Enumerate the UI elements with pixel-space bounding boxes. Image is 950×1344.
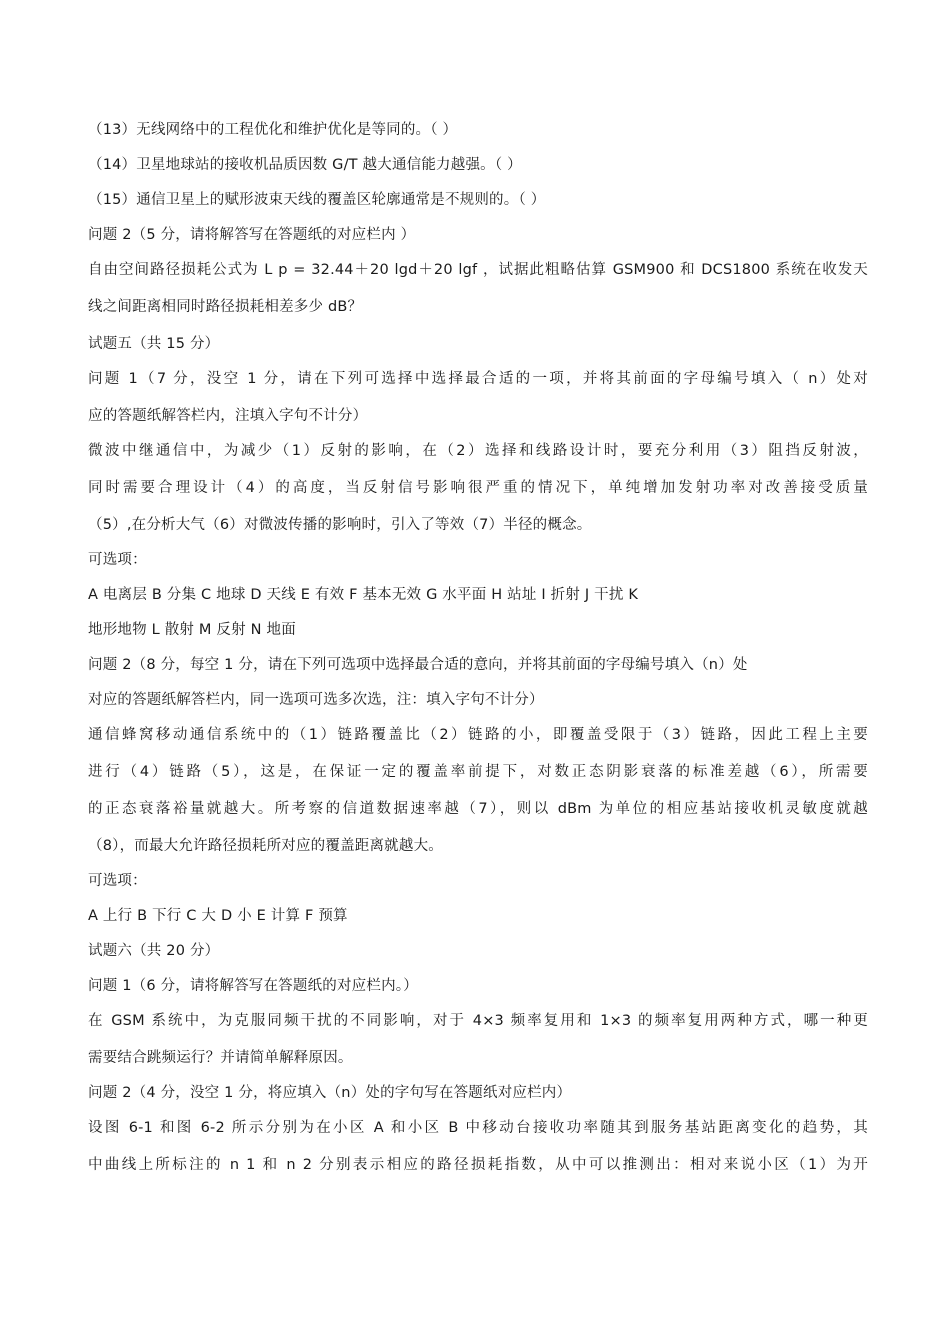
document-page xyxy=(88,120,868,1175)
options-list-2: A 上行 B 下行 C 大 D 小 E 计算 F 预算 xyxy=(88,908,348,924)
options-list-line-2: 地形地物 L 散射 M 反射 N 地面 xyxy=(88,622,296,638)
section-5-q1-instruction-cont: 应的答题纸解答栏内，注填入字句不计分） xyxy=(88,408,368,424)
cellular-paragraph-line-3: 的正态衰落裕量就越大。所考察的信道数据速率越（7），则以 dBm 为单位的相应基站接收机灵敏度就越 xyxy=(88,801,868,817)
microwave-paragraph-line-2: 同时需要合理设计（4）的高度，当反射信号影响很严重的情况下，单纯增加发射功率对改善接受质量 xyxy=(88,480,868,496)
gsm-question-line-2: 需要结合跳频运行？并请简单解释原因。 xyxy=(88,1050,353,1066)
figure-paragraph-line-1: 设图 6-1 和图 6-2 所示分别为在小区 A 和小区 B 中移动台接收功率随其到服务基站距离变化的趋势，其 xyxy=(88,1120,868,1136)
q14-true-false: （14）卫星地球站的接收机品质因数 G/T 越大通信能力越强。（ ） xyxy=(88,157,522,173)
microwave-paragraph-line-1: 微波中继通信中，为减少（1）反射的影响，在（2）选择和线路设计时，要充分利用（3）阻挡反射波， xyxy=(88,443,868,459)
q15-true-false: （15）通信卫星上的赋形波束天线的覆盖区轮廓通常是不规则的。（ ） xyxy=(88,192,546,208)
cellular-paragraph-line-1: 通信蜂窝移动通信系统中的（1）链路覆盖比（2）链路的小，即覆盖受限于（3）链路，因此工程上主要 xyxy=(88,727,868,743)
microwave-paragraph-line-3: （5）,在分析大气（6）对微波传播的影响时，引入了等效（7）半径的概念。 xyxy=(88,517,592,533)
section-5-q2-instruction: 问题 2（8 分，每空 1 分，请在下列可选项中选择最合适的意向，并将其前面的字母编号填入（n）处 xyxy=(88,657,748,673)
section-6-heading: 试题六（共 20 分） xyxy=(88,943,220,959)
figure-paragraph-line-2: 中曲线上所标注的 n 1 和 n 2 分别表示相应的路径损耗指数，从中可以推测出：相对来说小区（1）为开 xyxy=(88,1157,868,1173)
section-5-q2-instruction-cont: 对应的答题纸解答栏内，同一选项可选多次选，注：填入字句不计分） xyxy=(88,692,544,708)
options-label: 可选项： xyxy=(88,552,147,568)
path-loss-question-text: 线之间距离相同时路径损耗相差多少 dB？ xyxy=(88,299,363,315)
section-6-q2-instruction: 问题 2（4 分，没空 1 分，将应填入（n）处的字句写在答题纸对应栏内） xyxy=(88,1085,572,1101)
q13-true-false: （13）无线网络中的工程优化和维护优化是等同的。（ ） xyxy=(88,122,458,138)
section-5-heading: 试题五（共 15 分） xyxy=(88,336,220,352)
cellular-paragraph-line-4: （8），而最大允许路径损耗所对应的覆盖距离就越大。 xyxy=(88,838,443,854)
section-5-q1-instruction: 问题 1（7 分，没空 1 分，请在下列可选择中选择最合适的一项，并将其前面的字母编号填入（ n）处对 xyxy=(88,371,868,387)
question-2-heading: 问题 2（5 分，请将解答写在答题纸的对应栏内 ） xyxy=(88,227,416,243)
cellular-paragraph-line-2: 进行（4）链路（5），这是，在保证一定的覆盖率前提下，对数正态阴影衰落的标准差越（6），所需要 xyxy=(88,764,868,780)
section-6-q1-instruction: 问题 1（6 分，请将解答写在答题纸的对应栏内。） xyxy=(88,978,418,994)
path-loss-formula-text: 自由空间路径损耗公式为 L p = 32.44＋20 lgd＋20 lgf ，试据此粗略估算 GSM900 和 DCS1800 系统在收发天 xyxy=(88,262,868,278)
options-list-line-1: A 电离层 B 分集 C 地球 D 天线 E 有效 F 基本无效 G 水平面 H 站址 I 折射 J 干扰 K xyxy=(88,587,639,603)
options-label-2: 可选项： xyxy=(88,873,147,889)
gsm-question-line-1: 在 GSM 系统中，为克服同频干扰的不同影响，对于 4×3 频率复用和 1×3 的频率复用两种方式，哪一种更 xyxy=(88,1013,868,1029)
